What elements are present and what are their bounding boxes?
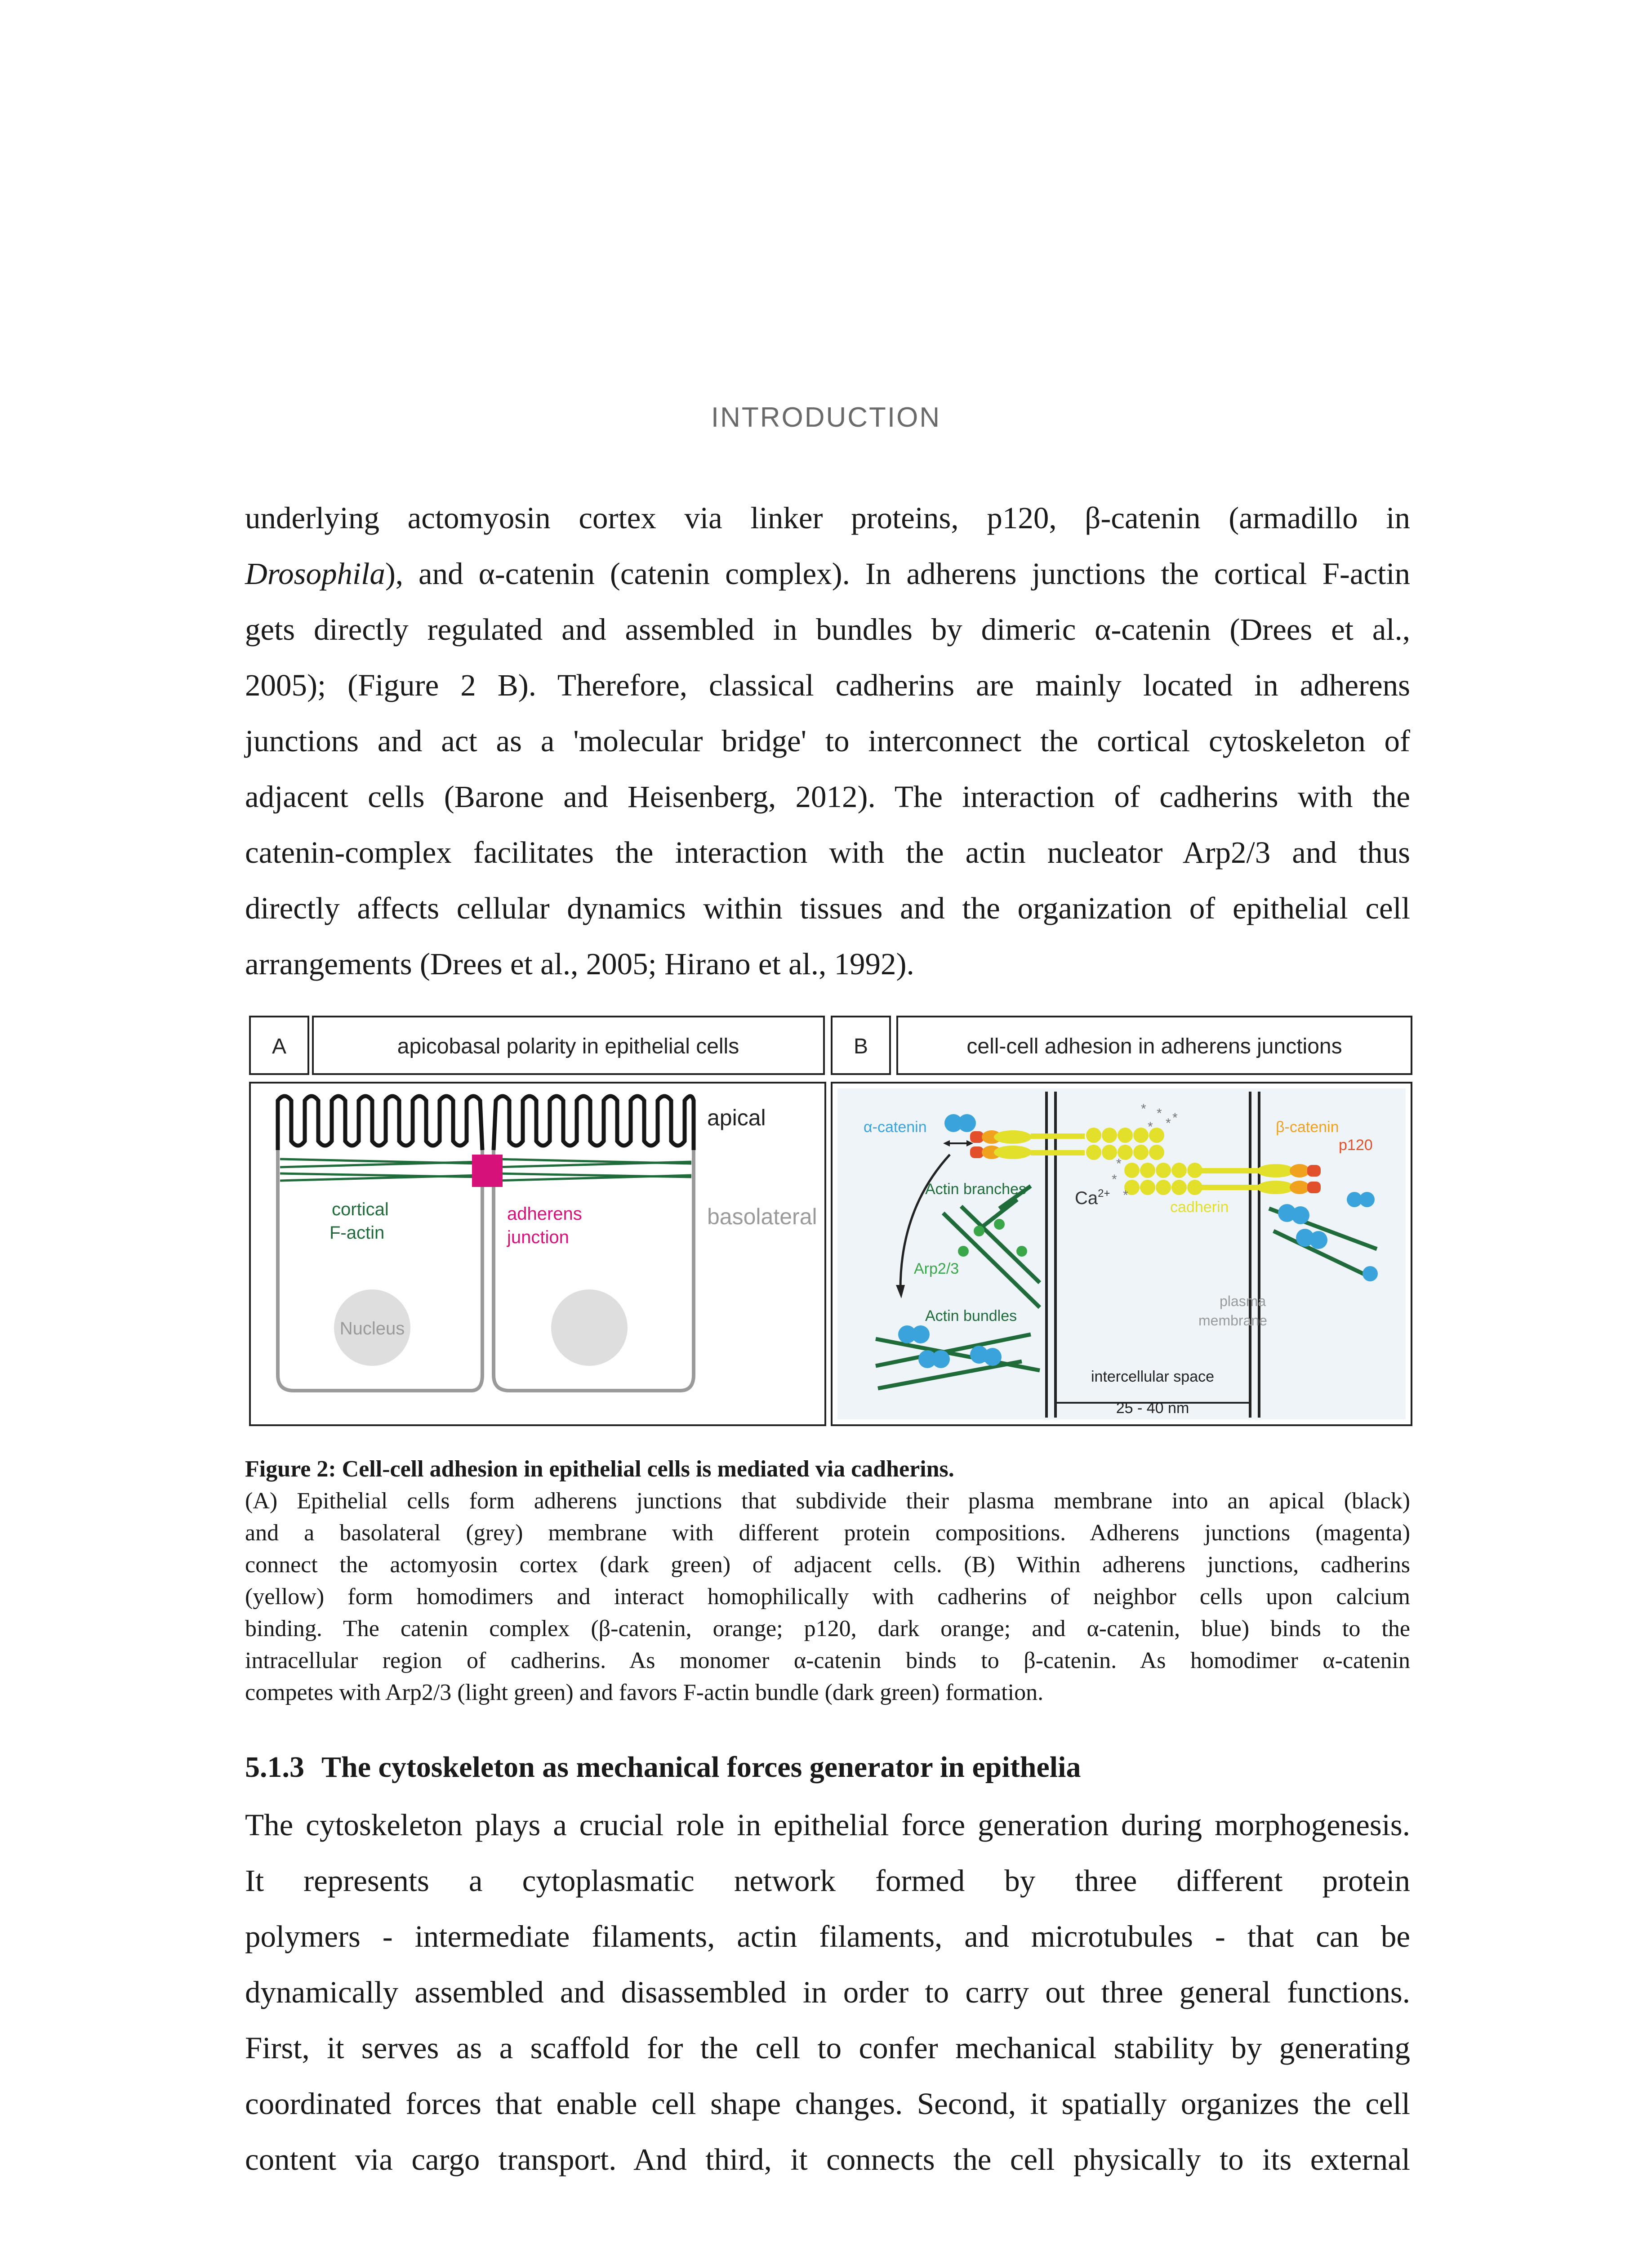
text-line: gets directly regulated and assembled in bundles by dimeric α-catenin (Drees et al., [245, 612, 1410, 647]
caption-line: intracellular region of cadherins. As monomer α-catenin binds to β-catenin. As homodimer α-catenin [245, 1648, 1410, 1673]
cadherin-stem [1031, 1150, 1085, 1155]
nucleus-label: Nucleus [339, 1319, 405, 1338]
ec-domain [1133, 1145, 1149, 1160]
ec-domain [1102, 1145, 1117, 1160]
calcium-dot: * [1148, 1120, 1153, 1134]
p120-marker [1307, 1165, 1321, 1177]
calcium-dot: * [1123, 1188, 1128, 1203]
calcium-symbol: Ca [1075, 1188, 1098, 1208]
panel-b-letter: B [853, 1035, 868, 1058]
alpha-catenin-dot [912, 1325, 930, 1343]
cadherin-stem [1202, 1185, 1260, 1190]
alpha-catenin-marker [1359, 1192, 1375, 1207]
ec-domain [1086, 1145, 1101, 1160]
plasma-membrane-label: plasma [1220, 1293, 1266, 1309]
arp23-dot [958, 1246, 969, 1257]
cadherin-tail [1257, 1164, 1295, 1178]
distance-label: 25 - 40 nm [1116, 1400, 1189, 1417]
caption-line: connect the actomyosin cortex (dark green) of adjacent cells. (B) Within adherens junctions, cadherins [245, 1552, 1410, 1578]
intercellular-space-label: intercellular space [1091, 1368, 1215, 1385]
text-line: The cytoskeleton plays a crucial role in epithelial force generation during morphogenesis. [245, 1808, 1410, 1842]
p120-label: p120 [1339, 1137, 1373, 1154]
figure-2-svg [249, 1015, 1413, 1427]
text-line: adjacent cells (Barone and Heisenberg, 2012). The interaction of cadherins with the [245, 780, 1410, 814]
beta-catenin-label: β-catenin [1276, 1119, 1339, 1136]
alpha-catenin-label: α-catenin [864, 1119, 927, 1136]
adherens-junction-label: adherens [507, 1204, 582, 1224]
panel-a-letter: A [272, 1035, 287, 1058]
running-header: INTRODUCTION [711, 402, 941, 433]
arp23-label: Arp2/3 [914, 1260, 959, 1277]
text-line: 2005); (Figure 2 B). Therefore, classical cadherins are mainly located in adherens [245, 668, 1410, 702]
text-line: junctions and act as a 'molecular bridge' to interconnect the cortical cytoskeleton of [245, 724, 1410, 758]
calcium-dot: * [1141, 1102, 1146, 1116]
basolateral-label: basolateral [707, 1204, 817, 1229]
calcium-charge: 2+ [1098, 1187, 1110, 1200]
section-title: The cytoskeleton as mechanical forces generator in epithelia [321, 1751, 1081, 1784]
alpha-catenin-dot [1363, 1266, 1378, 1281]
apical-label: apical [707, 1105, 766, 1130]
section-number: 5.1.3 [245, 1751, 304, 1784]
arp23-dot [974, 1226, 984, 1236]
text-line: content via cargo transport. And third, it connects the cell physically to its external [245, 2142, 1410, 2177]
panel-b-title: cell-cell adhesion in adherens junctions [966, 1035, 1342, 1058]
ec-domain [1124, 1163, 1140, 1178]
cadherin-tail [994, 1146, 1032, 1159]
text-line: First, it serves as a scaffold for the cell to confer mechanical stability by generating [245, 2031, 1410, 2065]
calcium-dot: * [1116, 1156, 1122, 1171]
cadherin-stem [1202, 1168, 1260, 1173]
calcium-dot: * [1166, 1116, 1171, 1131]
text-line: underlying actomyosin cortex via linker proteins, p120, β-catenin (armadillo in [245, 501, 1410, 535]
section-heading [245, 1750, 1081, 1784]
arp23-dot [1016, 1246, 1027, 1257]
ec-domain [1086, 1128, 1101, 1143]
calcium-dot: * [1157, 1106, 1162, 1121]
panel-b [832, 1083, 1412, 1425]
text-line: polymers - intermediate filaments, actin filaments, and microtubules - that can be [245, 1919, 1410, 1954]
text-line: directly affects cellular dynamics within tissues and the organization of epithelial cell [245, 891, 1410, 925]
body-paragraph-2 [245, 1797, 1410, 2187]
caption-line: binding. The catenin complex (β-catenin, orange; p120, dark orange; and α-catenin, blue) binds to the [245, 1616, 1410, 1641]
text-line: coordinated forces that enable cell shape changes. Second, it spatially organizes the cell [245, 2087, 1410, 2121]
cortical-factin-label: cortical [332, 1200, 389, 1219]
nucleus-right [551, 1289, 628, 1366]
calcium-dot: * [1112, 1172, 1117, 1187]
caption-line: competes with Arp2/3 (light green) and favors F-actin bundle (dark green) formation. [245, 1680, 1044, 1705]
beta-catenin-marker [1290, 1164, 1309, 1178]
ec-domain [1140, 1163, 1155, 1178]
ec-domain [1102, 1128, 1117, 1143]
panel-a-title: apicobasal polarity in epithelial cells [397, 1035, 739, 1058]
alpha-catenin-dot [1291, 1206, 1309, 1224]
panel-a [250, 1083, 825, 1425]
plasma-membrane-label: membrane [1198, 1312, 1267, 1329]
ec-domain [1149, 1145, 1164, 1160]
text-line: dynamically assembled and disassembled in order to carry out three general functions. [245, 1975, 1410, 2009]
caption-title: Figure 2: Cell-cell adhesion in epithelial cells is mediated via cadherins. [245, 1456, 954, 1482]
alpha-catenin-dot [1309, 1231, 1327, 1249]
text-line [245, 546, 1410, 602]
alpha-catenin-dot [932, 1350, 950, 1368]
text-line: It represents a cytoplasmatic network formed by three different protein [245, 1864, 1410, 1898]
ec-domain [1171, 1180, 1187, 1195]
alpha-catenin-dot [984, 1348, 1002, 1366]
body-paragraph-1 [245, 490, 1410, 992]
caption-line: and a basolateral (grey) membrane with different protein compositions. Adherens junctions (magenta) [245, 1520, 1410, 1546]
cadherin-label: cadherin [1170, 1199, 1229, 1216]
ec-domain [1140, 1180, 1155, 1195]
cortical-factin-label: F-actin [330, 1223, 385, 1243]
ec-domain [1171, 1163, 1187, 1178]
ec-domain [1156, 1180, 1171, 1195]
adherens-junction-label: junction [507, 1227, 569, 1247]
adherens-junction-marker [472, 1155, 503, 1187]
cadherin-tail [1257, 1181, 1295, 1194]
ec-domain [1133, 1128, 1149, 1143]
arp23-dot [994, 1219, 1005, 1230]
caption-line: (A) Epithelial cells form adherens junctions that subdivide their plasma membrane into an apical (black) [245, 1488, 1410, 1514]
cadherin-stem [1031, 1133, 1085, 1139]
p120-marker [970, 1131, 984, 1143]
caption-line: (yellow) form homodimers and interact homophilically with cadherins of neighbor cells upon calcium [245, 1584, 1410, 1610]
ec-domain [1118, 1128, 1133, 1143]
ec-domain [1156, 1163, 1171, 1178]
cadherin-tail [994, 1130, 1032, 1144]
text-line-rest: ), and α-catenin (catenin complex). In adherens junctions the cortical F-actin [385, 557, 1410, 591]
alpha-catenin-marker [958, 1114, 976, 1132]
actin-branches-label: Actin branches [925, 1181, 1026, 1198]
text-line: arrangements (Drees et al., 2005; Hirano et al., 1992). [245, 947, 914, 981]
actin-bundles-label: Actin bundles [925, 1307, 1017, 1325]
beta-catenin-marker [1290, 1181, 1309, 1194]
ec-domain [1187, 1163, 1202, 1178]
p120-marker [970, 1146, 984, 1158]
ec-domain [1187, 1180, 1202, 1195]
p120-marker [1307, 1182, 1321, 1193]
italic-term: Drosophila [245, 557, 385, 591]
text-line: catenin-complex facilitates the interaction with the actin nucleator Arp2/3 and thus [245, 835, 1410, 870]
figure-caption [245, 1453, 1410, 1708]
calcium-dot: * [1172, 1111, 1178, 1125]
figure-2 [249, 1015, 1413, 1427]
